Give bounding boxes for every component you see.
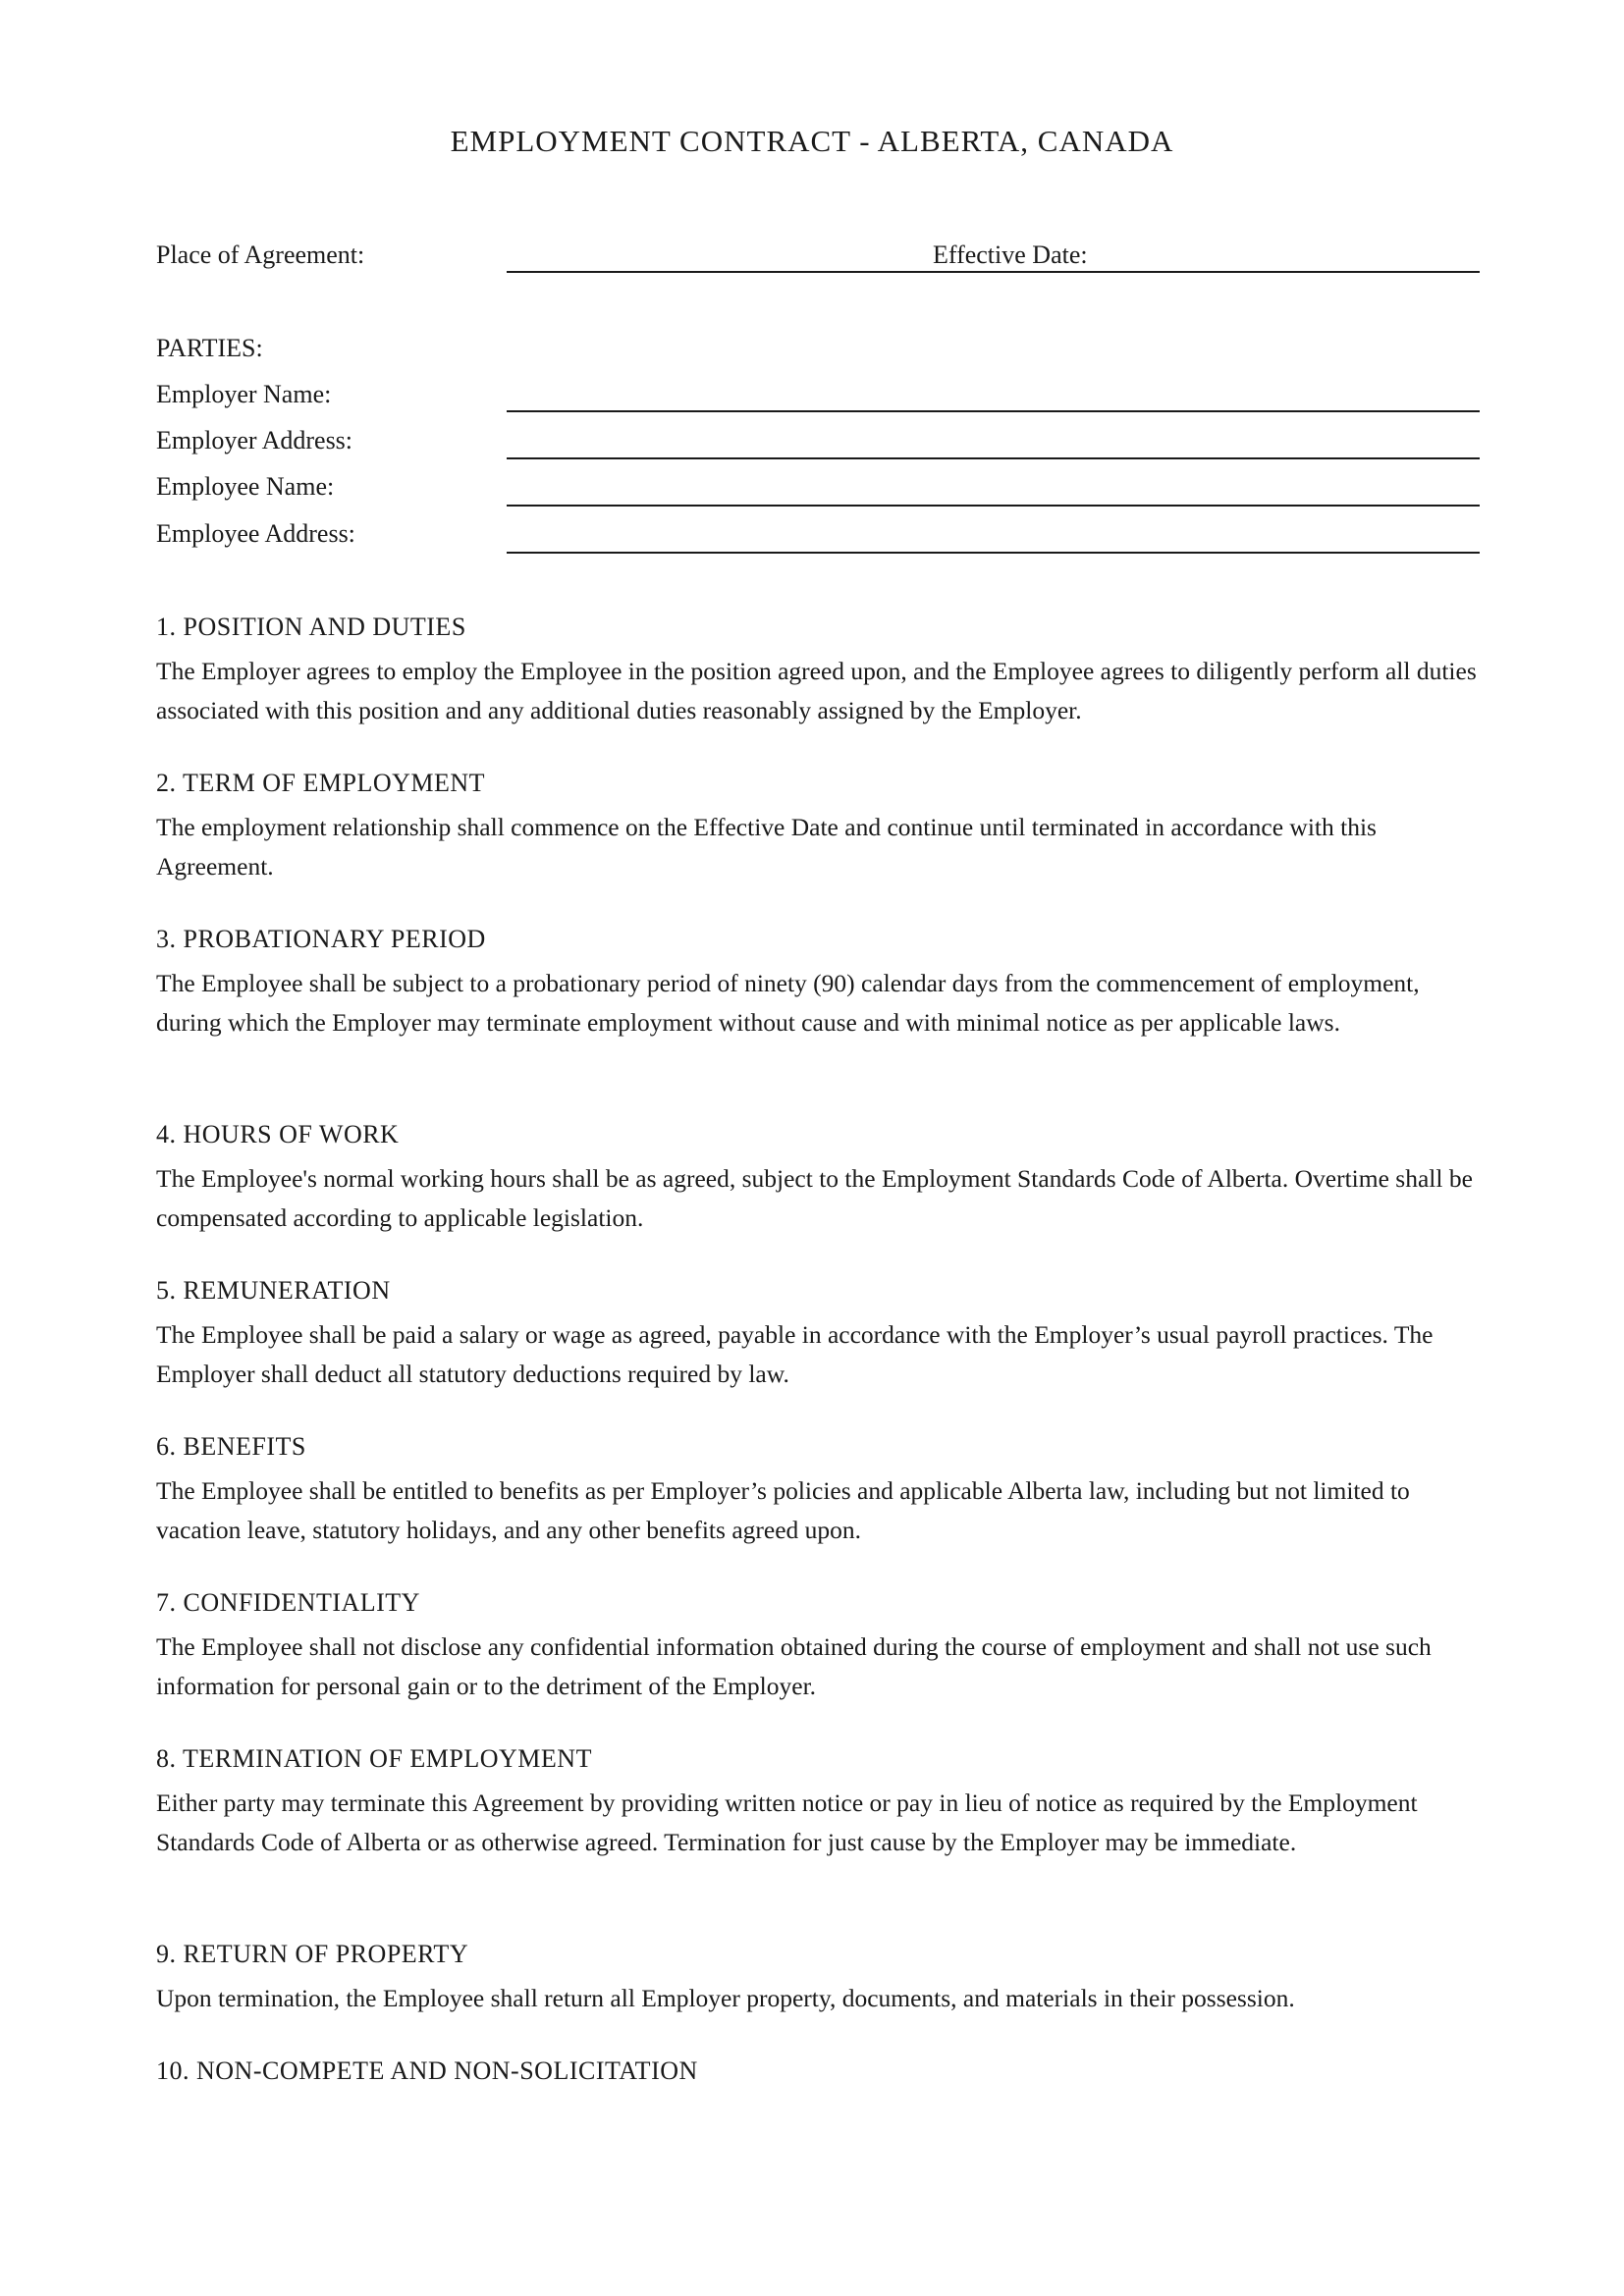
section-body: The Employee shall not disclose any confidential information obtained during the course of employment and shall not use such information for personal gain or to the detriment of the Employer. [156,1632,1432,1700]
section-confidentiality [156,1588,1482,1705]
employer-address-label: Employer Address: [156,426,353,454]
section-body: Either party may terminate this Agreement by providing written notice or pay in lieu of notice as required by the Employment Standards Code of Alberta or as otherwise agreed. Termination for just cause by the Employer may be immediate. [156,1789,1418,1856]
place-effective-signature-line[interactable] [507,271,1480,273]
section-return-of-property [156,1940,1482,2018]
section-hours-of-work [156,1120,1482,1237]
employer-name-line[interactable] [507,410,1480,412]
section-heading: 10. NON-COMPETE AND NON-SOLICITATION [156,2056,698,2085]
section-remuneration [156,1276,1482,1393]
section-position-and-duties [156,613,1482,729]
section-body: The employment relationship shall commence on the Effective Date and continue until terminated in accordance with this Agreement. [156,813,1377,881]
section-body: The Employer agrees to employ the Employee in the position agreed upon, and the Employee agrees to diligently perform all duties associated with this position and any additional duties reasonably assigned by the Employer. [156,657,1477,724]
section-term-of-employment [156,769,1482,885]
employer-name-label: Employer Name: [156,380,332,408]
section-heading: 2. TERM OF EMPLOYMENT [156,769,486,797]
section-heading: 9. RETURN OF PROPERTY [156,1940,469,1968]
section-heading: 8. TERMINATION OF EMPLOYMENT [156,1744,592,1773]
section-heading: 7. CONFIDENTIALITY [156,1588,420,1617]
employee-address-label: Employee Address: [156,519,355,548]
section-probationary-period [156,925,1482,1041]
section-heading: 5. REMUNERATION [156,1276,391,1305]
parties-heading: PARTIES: [156,334,263,362]
section-body: The Employee shall be paid a salary or wage as agreed, payable in accordance with the Employer’s usual payroll practices. The Employer shall deduct all statutory deductions required by law. [156,1320,1434,1388]
employee-name-line[interactable] [507,505,1480,507]
section-non-compete-and-non-solicitation [156,2056,1482,2086]
document-title: EMPLOYMENT CONTRACT - ALBERTA, CANADA [450,124,1174,158]
effective-date-label: Effective Date: [933,240,1088,269]
section-heading: 3. PROBATIONARY PERIOD [156,925,486,953]
section-termination-of-employment [156,1744,1482,1861]
employee-name-label: Employee Name: [156,472,335,501]
section-body: Upon termination, the Employee shall return all Employer property, documents, and materials in their possession. [156,1984,1295,2012]
section-body: The Employee shall be entitled to benefits as per Employer’s policies and applicable Alberta law, including but not limited to vacation leave, statutory holidays, and any other benefits agreed upon. [156,1476,1410,1544]
section-heading: 1. POSITION AND DUTIES [156,613,466,641]
section-heading: 4. HOURS OF WORK [156,1120,400,1148]
employer-address-line[interactable] [507,457,1480,459]
section-body: The Employee shall be subject to a probationary period of ninety (90) calendar days from the commencement of employment, during which the Employer may terminate employment without cause and with minimal notice as per applicable laws. [156,969,1420,1037]
section-body: The Employee's normal working hours shall be as agreed, subject to the Employment Standards Code of Alberta. Overtime shall be compensated according to applicable legislation. [156,1164,1473,1232]
section-benefits [156,1432,1482,1549]
place-of-agreement-label: Place of Agreement: [156,240,365,269]
section-heading: 6. BENEFITS [156,1432,306,1461]
employee-address-line[interactable] [507,552,1480,554]
